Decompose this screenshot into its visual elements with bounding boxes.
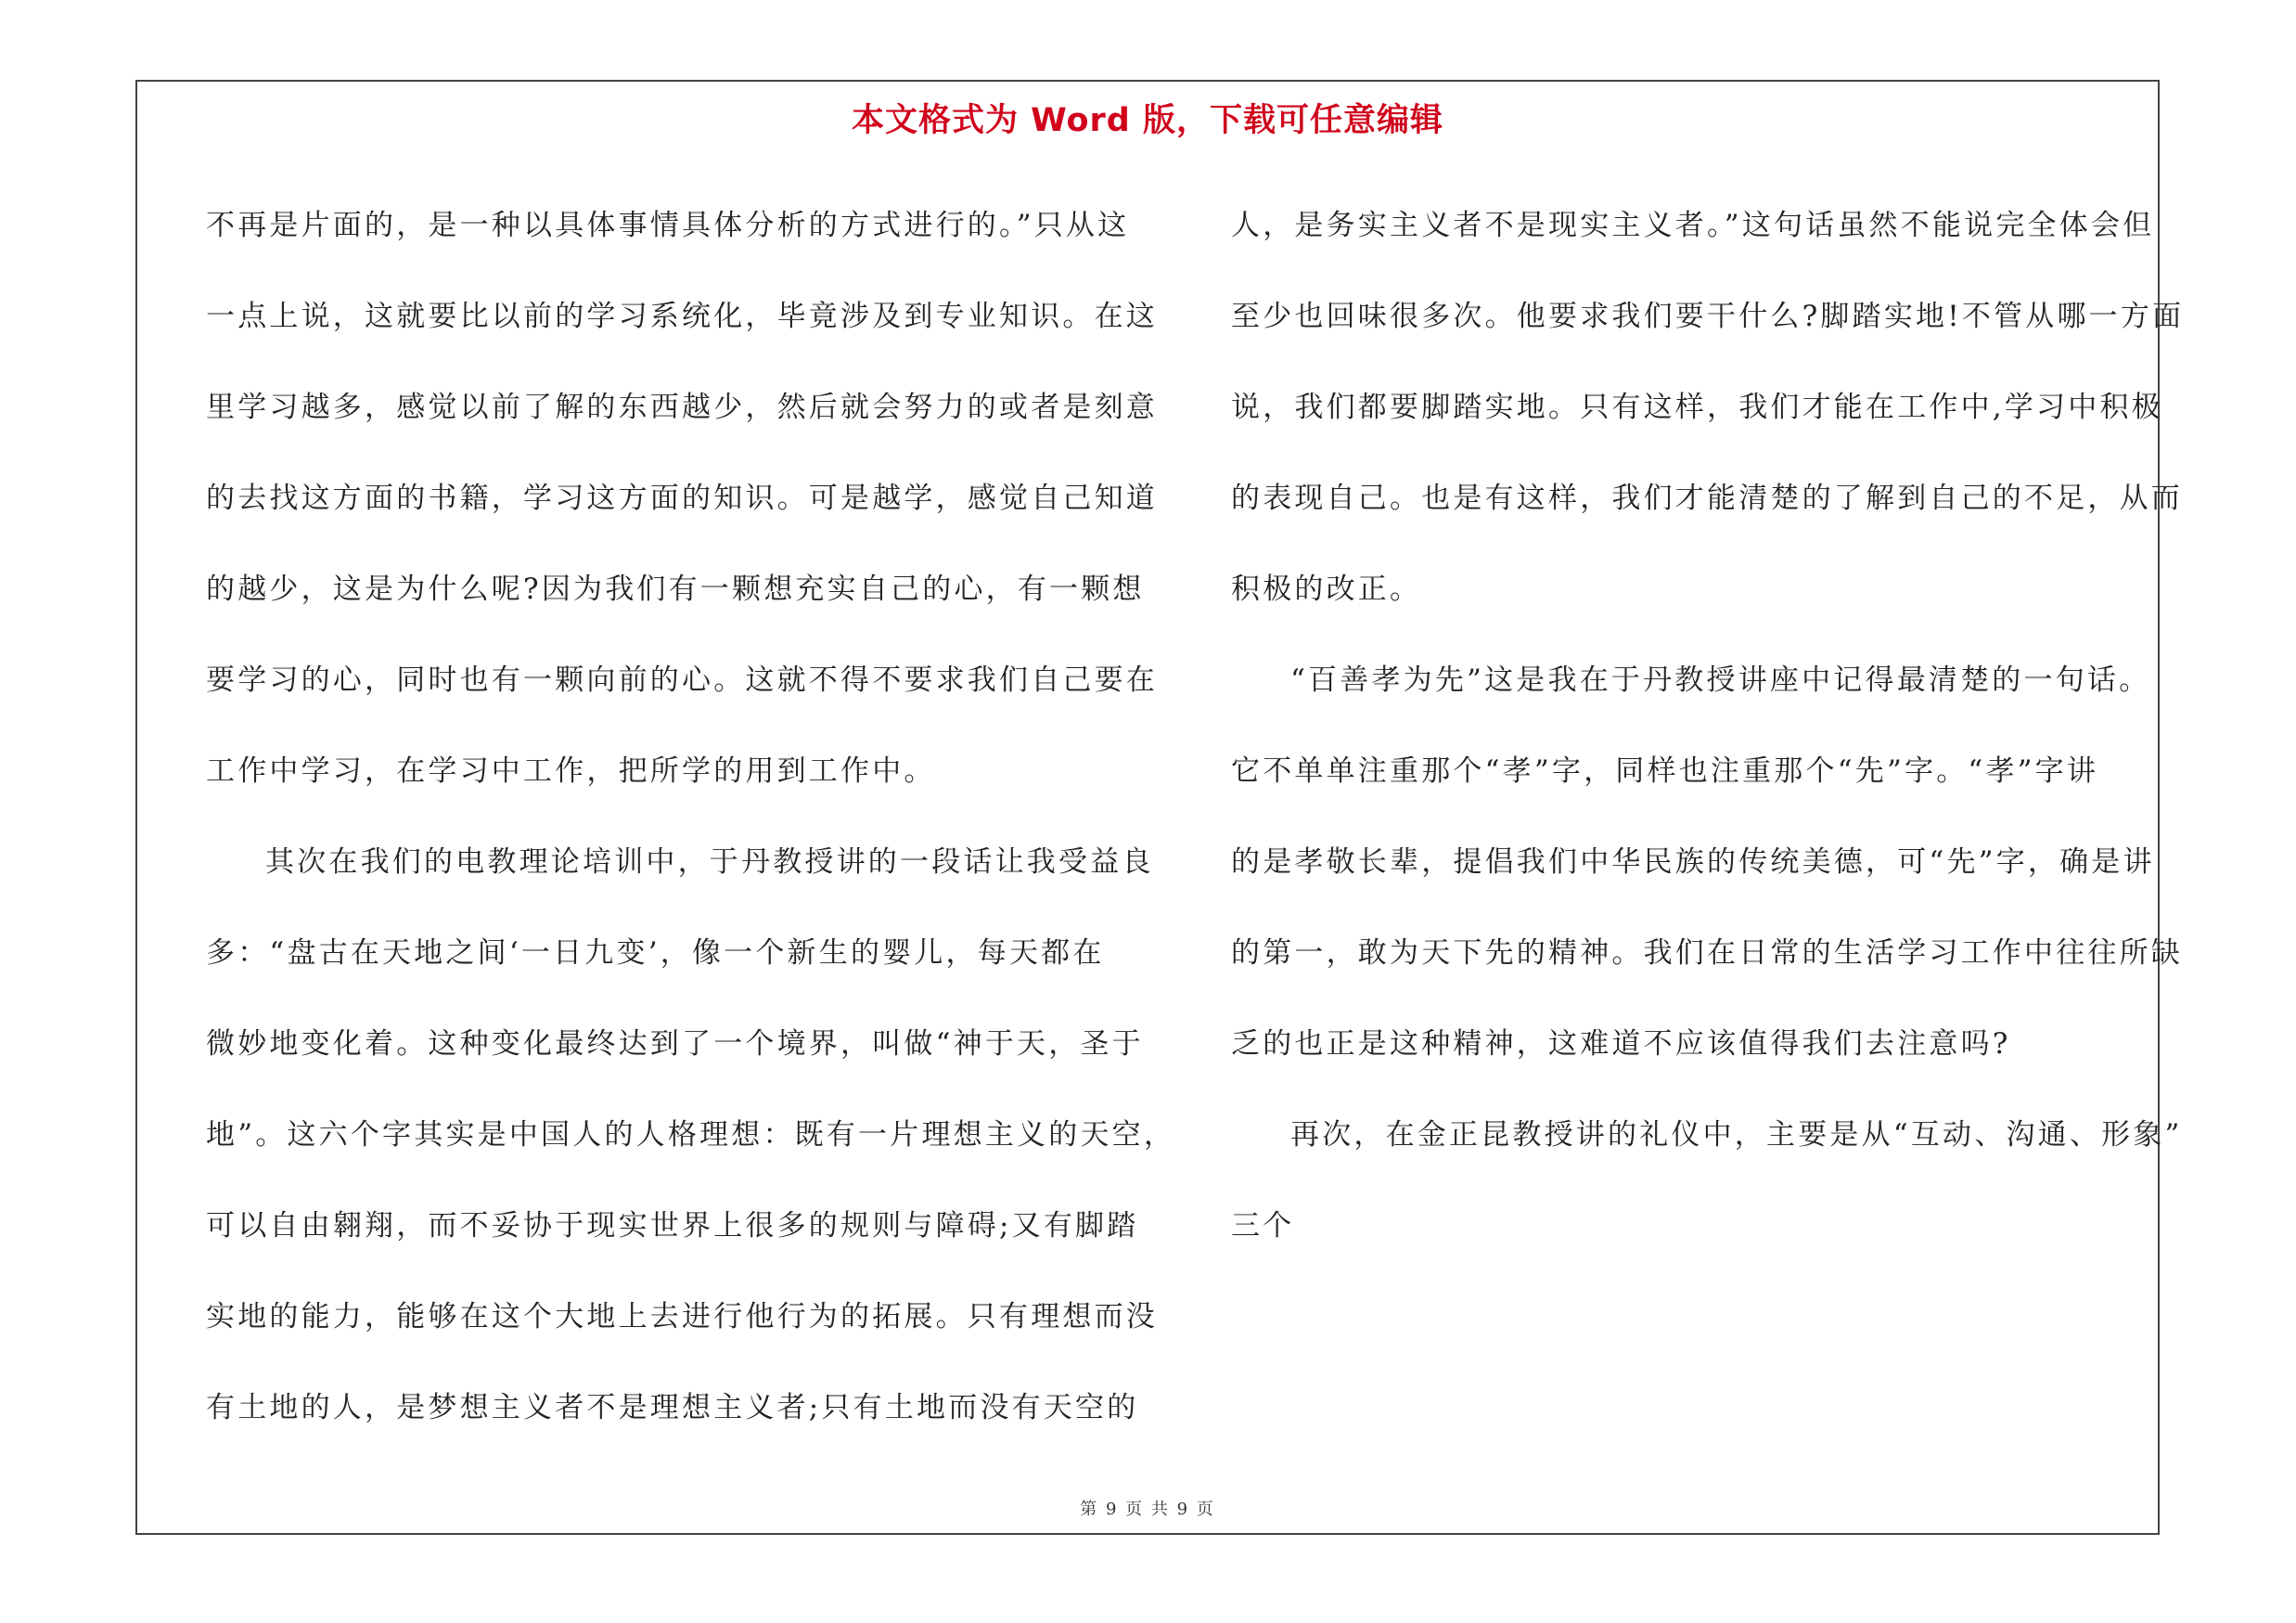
text-line: 不再是片面的，是一种以具体事情具体分析的方式进行的。”只从这 — [206, 209, 1130, 242]
text-line: 的去找这方面的书籍，学习这方面的知识。可是越学，感觉自己知道 — [206, 482, 1158, 515]
text-line: 积极的改正。 — [1231, 573, 1422, 606]
text-line: “百善孝为先”这是我在于丹教授讲座中记得最清楚的一句话。 — [1290, 663, 2151, 697]
text-line: 再次，在金正昆教授讲的礼仪中，主要是从“互动、沟通、形象” — [1290, 1118, 2183, 1152]
text-line: 三个 — [1231, 1209, 1295, 1243]
page-number: 第 9 页 共 9 页 — [1080, 1500, 1215, 1519]
text-line: 有土地的人，是梦想主义者不是理想主义者;只有土地而没有天空的 — [206, 1391, 1139, 1424]
text-line: 说，我们都要脚踏实地。只有这样，我们才能在工作中,学习中积极 — [1231, 391, 2163, 424]
text-line: 可以自由翱翔，而不妥协于现实世界上很多的规则与障碍;又有脚踏 — [206, 1209, 1139, 1243]
text-line: 其次在我们的电教理论培训中，于丹教授讲的一段话让我受益良 — [265, 845, 1154, 879]
text-line: 乏的也正是这种精神，这难道不应该值得我们去注意吗? — [1231, 1027, 2011, 1061]
header-banner: 本文格式为 Word 版，下载可任意编辑 — [851, 102, 1444, 139]
text-line: 人，是务实主义者不是现实主义者。”这句话虽然不能说完全体会但 — [1231, 209, 2155, 242]
text-line: 的第一，敢为天下先的精神。我们在日常的生活学习工作中往往所缺 — [1231, 936, 2183, 970]
text-line: 至少也回味很多次。他要求我们要干什么?脚踏实地!不管从哪一方面 — [1231, 300, 2185, 333]
page-frame — [135, 80, 2185, 1535]
text-line: 微妙地变化着。这种变化最终达到了一个境界，叫做“神于天，圣于 — [206, 1027, 1144, 1061]
text-line: 实地的能力，能够在这个大地上去进行他行为的拓展。只有理想而没 — [206, 1300, 1158, 1333]
text-line: 要学习的心，同时也有一颗向前的心。这就不得不要求我们自己要在 — [206, 663, 1158, 697]
right-text-column — [1231, 180, 2185, 1271]
text-line: 的是孝敬长辈，提倡我们中华民族的传统美德，可“先”字，确是讲 — [1231, 845, 2155, 879]
left-text-column — [206, 180, 1176, 1453]
text-line: 的表现自己。也是有这样，我们才能清楚的了解到自己的不足，从而 — [1231, 482, 2183, 515]
text-line: 一点上说，这就要比以前的学习系统化，毕竟涉及到专业知识。在这 — [206, 300, 1158, 333]
text-line: 的越少，这是为什么呢?因为我们有一颗想充实自己的心，有一颗想 — [206, 573, 1145, 606]
text-line: 多：“盘古在天地之间‘一日九变’，像一个新生的婴儿，每天都在 — [206, 936, 1105, 970]
text-line: 地”。这六个字其实是中国人的人格理想：既有一片理想主义的天空， — [206, 1118, 1176, 1152]
text-line: 它不单单注重那个“孝”字，同样也注重那个“先”字。“孝”字讲 — [1231, 754, 2099, 788]
text-line: 里学习越多，感觉以前了解的东西越少，然后就会努力的或者是刻意 — [206, 391, 1158, 424]
text-line: 工作中学习，在学习中工作，把所学的用到工作中。 — [206, 754, 936, 788]
